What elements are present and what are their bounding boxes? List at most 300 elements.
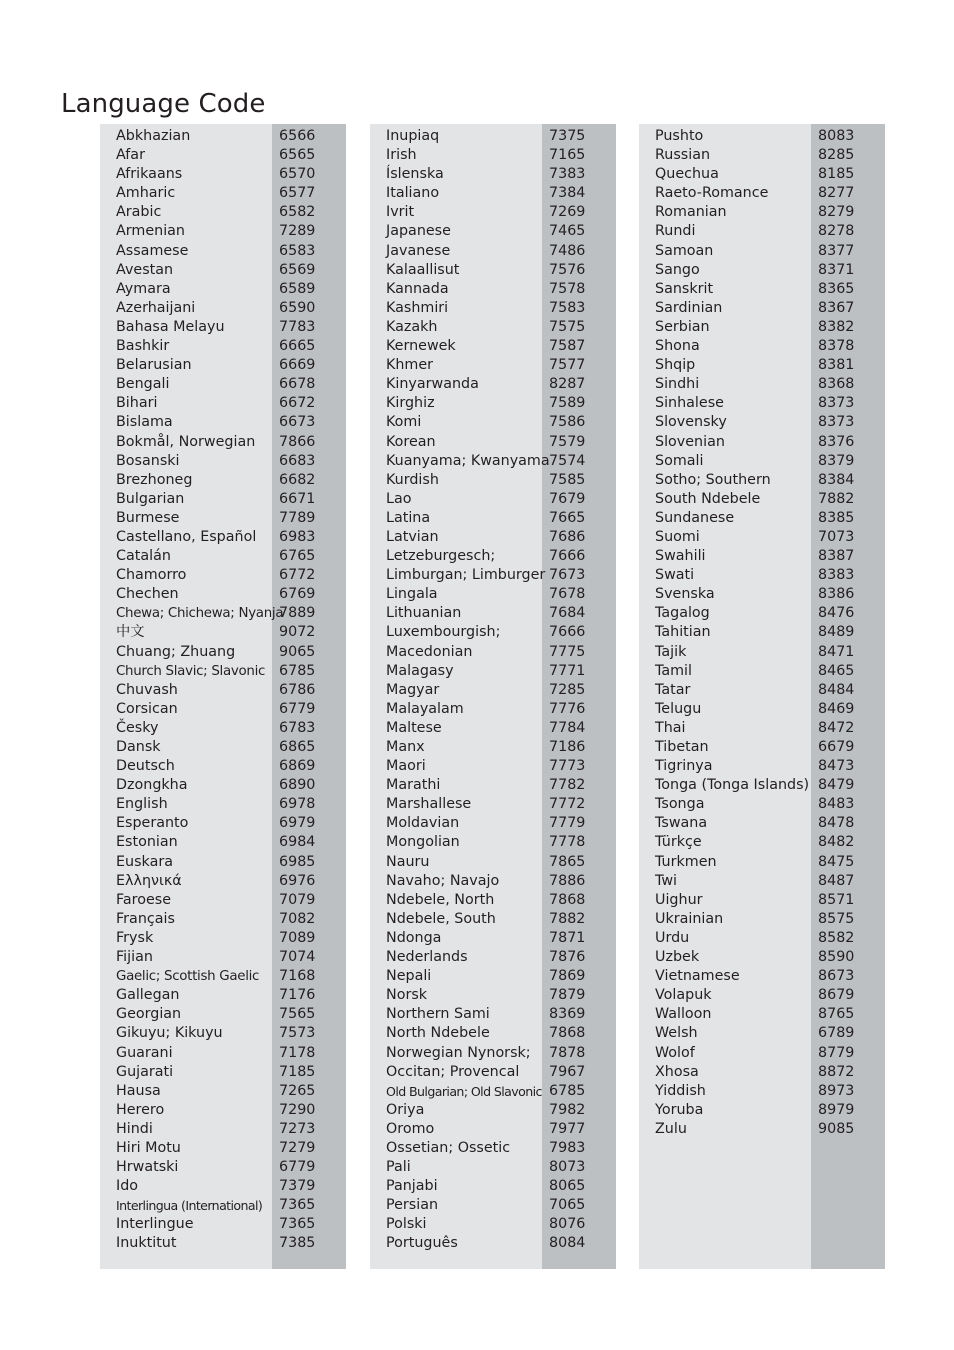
language-name: Tamil: [655, 662, 692, 679]
language-row: [100, 967, 346, 986]
language-code: 8571: [818, 891, 855, 908]
language-code: 6783: [279, 719, 316, 736]
language-name: Bokmål, Norwegian: [116, 433, 256, 450]
language-row: [100, 471, 346, 490]
language-code: 8479: [818, 777, 855, 794]
language-row: [370, 165, 616, 184]
language-code: 7967: [549, 1063, 586, 1080]
language-row: [639, 757, 885, 776]
language-row: [100, 242, 346, 261]
language-row: [639, 490, 885, 509]
language-name: North Ndebele: [386, 1025, 490, 1042]
language-row: [100, 528, 346, 547]
language-row: [639, 986, 885, 1005]
language-code: 8371: [818, 261, 855, 278]
language-name: Tswana: [655, 815, 708, 832]
language-name: Church Slavic; Slavonic: [116, 663, 266, 679]
language-code: 7775: [549, 643, 586, 660]
language-name: Interlingua (International): [116, 1198, 263, 1214]
language-row: [100, 184, 346, 203]
language-code: 7678: [549, 586, 586, 603]
language-code: 8475: [818, 853, 855, 870]
language-row: [370, 1158, 616, 1177]
language-name: Ukrainian: [655, 910, 724, 927]
language-code: 8476: [818, 605, 855, 622]
language-code: 8386: [818, 586, 855, 603]
language-row: [639, 585, 885, 604]
language-name: Rundi: [655, 223, 696, 240]
language-name: Uighur: [655, 891, 703, 908]
language-row: [100, 146, 346, 165]
language-row: [100, 757, 346, 776]
language-name: Guarani: [116, 1044, 173, 1061]
language-code: 7778: [549, 834, 586, 851]
language-code: 6673: [279, 414, 316, 431]
language-row: [100, 662, 346, 681]
language-row: [639, 1120, 885, 1139]
language-name: Tagalog: [655, 605, 710, 622]
language-code: 7575: [549, 318, 586, 335]
language-name: Türkçe: [655, 834, 702, 851]
language-name: Kalaallisut: [386, 261, 460, 278]
language-row: [639, 1063, 885, 1082]
language-code: 7886: [549, 872, 586, 889]
language-row: [370, 662, 616, 681]
language-row: [100, 1139, 346, 1158]
language-code: 6772: [279, 567, 316, 584]
language-row: [370, 681, 616, 700]
language-row: [100, 929, 346, 948]
language-row: [100, 222, 346, 241]
language-code: 6869: [279, 758, 316, 775]
language-name: Zulu: [655, 1120, 687, 1137]
language-row: [370, 375, 616, 394]
language-code: 7465: [549, 223, 586, 240]
language-code: 7878: [549, 1044, 586, 1061]
language-name: Wolof: [655, 1044, 695, 1061]
language-name: Amharic: [116, 185, 176, 202]
language-code: 8483: [818, 796, 855, 813]
language-name: Norwegian Nynorsk;: [386, 1044, 531, 1061]
language-name: Welsh: [655, 1025, 698, 1042]
language-row: [639, 967, 885, 986]
language-name: Turkmen: [655, 853, 717, 870]
language-row: [370, 127, 616, 146]
language-code: 7379: [279, 1178, 316, 1195]
language-code: 8377: [818, 242, 855, 259]
language-code: 7889: [279, 605, 316, 622]
language-row: [370, 146, 616, 165]
language-row: [639, 413, 885, 432]
language-code: 8367: [818, 299, 855, 316]
language-name: Maltese: [386, 719, 442, 736]
language-row: [370, 318, 616, 337]
language-name: Sango: [655, 261, 700, 278]
language-row: [100, 1215, 346, 1234]
language-name: Thai: [655, 719, 686, 736]
language-code: 8473: [818, 758, 855, 775]
language-code: 7579: [549, 433, 586, 450]
language-name: Serbian: [655, 318, 710, 335]
language-row: [370, 1101, 616, 1120]
language-name: Pali: [386, 1159, 411, 1176]
language-code: 6590: [279, 299, 316, 316]
language-code: 7265: [279, 1082, 316, 1099]
language-row: [639, 948, 885, 967]
language-code: 6985: [279, 853, 316, 870]
language-code: 7365: [279, 1216, 316, 1233]
language-code: 8472: [818, 719, 855, 736]
language-code: 7665: [549, 509, 586, 526]
language-row: [100, 1082, 346, 1101]
language-row: [100, 433, 346, 452]
language-name: Kashmiri: [386, 299, 449, 316]
language-name: Malagasy: [386, 662, 454, 679]
language-code: 7673: [549, 567, 586, 584]
language-row: [100, 604, 346, 623]
language-row: [370, 356, 616, 375]
language-name: Kirghiz: [386, 395, 435, 412]
language-code: 6779: [279, 700, 316, 717]
language-name: Swahili: [655, 548, 706, 565]
language-name: Quechua: [655, 166, 719, 183]
language-name: Maori: [386, 758, 426, 775]
language-code: 6765: [279, 548, 316, 565]
language-code: 7384: [549, 185, 586, 202]
language-code: 6665: [279, 338, 316, 355]
language-row: [370, 242, 616, 261]
language-row: [100, 872, 346, 891]
language-name: Marathi: [386, 777, 441, 794]
language-code: 6671: [279, 490, 316, 507]
language-code: 8478: [818, 815, 855, 832]
language-name: Belarusian: [116, 357, 192, 374]
language-row: [639, 280, 885, 299]
language-row: [639, 528, 885, 547]
language-name: Azerhaijani: [116, 299, 196, 316]
language-code: 7779: [549, 815, 586, 832]
language-name: Faroese: [116, 891, 172, 908]
language-code: 7684: [549, 605, 586, 622]
language-row: [370, 261, 616, 280]
language-code: 9065: [279, 643, 316, 660]
language-row: [100, 165, 346, 184]
language-row: [370, 184, 616, 203]
language-code: 9085: [818, 1120, 855, 1137]
language-name: Česky: [116, 719, 159, 736]
language-code: 8381: [818, 357, 855, 374]
language-name: Navaho; Navajo: [386, 872, 500, 889]
language-name: Magyar: [386, 681, 440, 698]
language-row: [100, 681, 346, 700]
language-row: [639, 261, 885, 280]
language-row: [100, 1101, 346, 1120]
language-name: Persian: [386, 1197, 439, 1214]
language-code: 8384: [818, 471, 855, 488]
language-code: 8382: [818, 318, 855, 335]
language-name: Dzongkha: [116, 777, 188, 794]
language-row: [100, 853, 346, 872]
language-code: 7871: [549, 929, 586, 946]
language-code: 7279: [279, 1139, 316, 1156]
language-name: Urdu: [655, 929, 690, 946]
language-code: 8872: [818, 1063, 855, 1080]
language-name: 中文: [116, 624, 145, 641]
language-row: [639, 356, 885, 375]
language-name: Fijian: [116, 949, 153, 966]
language-name: Komi: [386, 414, 422, 431]
language-row: [100, 700, 346, 719]
language-name: Hrwatski: [116, 1159, 179, 1176]
language-name: Inuktitut: [116, 1235, 177, 1252]
language-code: 7577: [549, 357, 586, 374]
language-name: Chuang; Zhuang: [116, 643, 236, 660]
language-row: [370, 222, 616, 241]
language-row: [639, 872, 885, 891]
language-code: 7776: [549, 700, 586, 717]
language-row: [370, 337, 616, 356]
language-row: [100, 1196, 346, 1215]
language-row: [370, 509, 616, 528]
language-name: Ndonga: [386, 929, 442, 946]
language-row: [370, 413, 616, 432]
language-name: Nepali: [386, 968, 432, 985]
language-name: Malayalam: [386, 700, 464, 717]
language-name: Português: [386, 1235, 458, 1252]
language-row: [639, 184, 885, 203]
language-row: [370, 1120, 616, 1139]
language-row: [100, 910, 346, 929]
language-row: [100, 738, 346, 757]
language-name: Lingala: [386, 586, 438, 603]
language-code: 7185: [279, 1063, 316, 1080]
language-code: 6786: [279, 681, 316, 698]
language-row: [100, 776, 346, 795]
language-row: [370, 738, 616, 757]
language-row: [100, 509, 346, 528]
language-code: 8385: [818, 509, 855, 526]
language-row: [639, 929, 885, 948]
language-name: Latina: [386, 509, 431, 526]
language-name: Lao: [386, 490, 412, 507]
language-code: 7771: [549, 662, 586, 679]
language-name: Ivrit: [386, 204, 415, 221]
language-code: 8065: [549, 1178, 586, 1195]
language-name: Abkhazian: [116, 128, 191, 144]
language-code: 7585: [549, 471, 586, 488]
language-code: 7977: [549, 1120, 586, 1137]
language-code: 7879: [549, 987, 586, 1004]
language-name: Suomi: [655, 528, 700, 545]
language-row: [370, 1177, 616, 1196]
language-name: Íslenska: [386, 166, 444, 183]
language-name: Interlingue: [116, 1216, 194, 1233]
language-name: Avestan: [116, 261, 174, 278]
language-code: 8465: [818, 662, 855, 679]
language-code: 6589: [279, 280, 316, 297]
language-code: 8383: [818, 567, 855, 584]
language-code: 8278: [818, 223, 855, 240]
language-code: 7686: [549, 528, 586, 545]
language-name: English: [116, 796, 168, 813]
language-code: 7983: [549, 1139, 586, 1156]
language-row: [100, 1234, 346, 1253]
language-name: Italiano: [386, 185, 440, 202]
language-name: Dansk: [116, 739, 161, 755]
language-code: 8083: [818, 128, 855, 144]
language-code: 7375: [549, 128, 586, 144]
language-row: [370, 547, 616, 566]
language-name: Uzbek: [655, 949, 700, 966]
language-row: [639, 509, 885, 528]
language-row: [370, 1234, 616, 1253]
language-name: Tigrinya: [655, 758, 713, 775]
language-name: Samoan: [655, 242, 714, 259]
language-code: 9072: [279, 624, 316, 641]
language-row: [370, 1024, 616, 1043]
language-list: [639, 127, 885, 1139]
language-row: [370, 1044, 616, 1063]
language-row: [639, 681, 885, 700]
language-code: 8489: [818, 624, 855, 641]
language-code: 6577: [279, 185, 316, 202]
language-row: [100, 413, 346, 432]
language-code: 7876: [549, 949, 586, 966]
language-row: [100, 948, 346, 967]
language-row: [100, 814, 346, 833]
language-code: 6976: [279, 872, 316, 889]
language-name: Afar: [116, 147, 145, 164]
language-row: [639, 566, 885, 585]
language-code: 7882: [549, 910, 586, 927]
language-name: Euskara: [116, 853, 173, 870]
language-row: [639, 662, 885, 681]
language-name: Kinyarwanda: [386, 376, 479, 393]
language-code: 8575: [818, 910, 855, 927]
language-code: 6890: [279, 777, 316, 794]
language-column-2: [370, 124, 616, 1269]
language-name: Hiri Motu: [116, 1139, 181, 1156]
language-code: 6565: [279, 147, 316, 164]
language-name: Macedonian: [386, 643, 473, 660]
language-code: 7565: [279, 1006, 316, 1023]
language-code: 8973: [818, 1082, 855, 1099]
language-code: 7073: [818, 528, 855, 545]
language-name: Manx: [386, 739, 425, 755]
language-row: [639, 643, 885, 662]
language-row: [639, 1101, 885, 1120]
language-row: [370, 948, 616, 967]
language-row: [370, 1139, 616, 1158]
language-code: 8673: [818, 968, 855, 985]
language-code: 7773: [549, 758, 586, 775]
language-name: Svenska: [655, 586, 715, 603]
language-code: 8487: [818, 872, 855, 889]
language-code: 6779: [279, 1159, 316, 1176]
language-row: [100, 394, 346, 413]
language-name: Kazakh: [386, 318, 438, 335]
language-row: [639, 222, 885, 241]
language-name: Estonian: [116, 834, 178, 851]
language-row: [370, 394, 616, 413]
language-name: Norsk: [386, 987, 428, 1004]
language-code: 7666: [549, 548, 586, 565]
language-name: Sanskrit: [655, 280, 714, 297]
language-code: 8277: [818, 185, 855, 202]
language-row: [100, 795, 346, 814]
language-row: [639, 433, 885, 452]
language-name: Old Bulgarian; Old Slavonic: [386, 1083, 542, 1099]
language-row: [370, 719, 616, 738]
language-row: [639, 146, 885, 165]
language-code: 7583: [549, 299, 586, 316]
language-code: 7868: [549, 891, 586, 908]
language-code: 7772: [549, 796, 586, 813]
language-row: [370, 891, 616, 910]
language-name: Irish: [386, 147, 417, 164]
language-code: 7868: [549, 1025, 586, 1042]
language-name: Chamorro: [116, 567, 187, 584]
language-row: [100, 299, 346, 318]
language-name: Khmer: [386, 357, 434, 374]
language-row: [370, 910, 616, 929]
language-code: 8779: [818, 1044, 855, 1061]
language-code: 7383: [549, 166, 586, 183]
language-code: 7365: [279, 1197, 316, 1214]
language-code: 6669: [279, 357, 316, 374]
language-row: [100, 1158, 346, 1177]
language-name: Afrikaans: [116, 166, 183, 183]
language-row: [370, 1215, 616, 1234]
language-code: 8378: [818, 338, 855, 355]
language-code: 7589: [549, 395, 586, 412]
language-row: [639, 1082, 885, 1101]
language-name: Frysk: [116, 929, 154, 946]
language-name: Oromo: [386, 1120, 435, 1137]
language-row: [639, 299, 885, 318]
language-name: Kernewek: [386, 338, 456, 355]
language-row: [370, 776, 616, 795]
language-name: Mongolian: [386, 834, 460, 851]
language-row: [370, 1063, 616, 1082]
language-code: 8471: [818, 643, 855, 660]
language-code: 8379: [818, 452, 855, 469]
language-row: [100, 566, 346, 585]
language-code: 7586: [549, 414, 586, 431]
language-code: 7290: [279, 1101, 316, 1118]
page-title: Language Code: [61, 89, 266, 120]
language-row: [370, 299, 616, 318]
language-name: Tsonga: [655, 796, 705, 813]
language-name: Xhosa: [655, 1063, 699, 1080]
language-name: Gikuyu; Kikuyu: [116, 1025, 223, 1042]
language-name: Slovenian: [655, 433, 725, 450]
language-name: Polski: [386, 1216, 427, 1233]
language-name: Bihari: [116, 395, 158, 412]
language-column-3: [639, 124, 885, 1269]
language-row: [100, 261, 346, 280]
language-name: Chewa; Chichewa; Nyanja: [116, 606, 284, 622]
language-code: 6679: [818, 739, 855, 755]
language-code: 8084: [549, 1235, 586, 1252]
language-name: Ido: [116, 1178, 139, 1195]
language-name: Tatar: [655, 681, 691, 698]
language-name: Gujarati: [116, 1063, 174, 1080]
language-name: Northern Sami: [386, 1006, 490, 1023]
language-code: 6979: [279, 815, 316, 832]
language-code: 8979: [818, 1101, 855, 1118]
language-row: [370, 566, 616, 585]
